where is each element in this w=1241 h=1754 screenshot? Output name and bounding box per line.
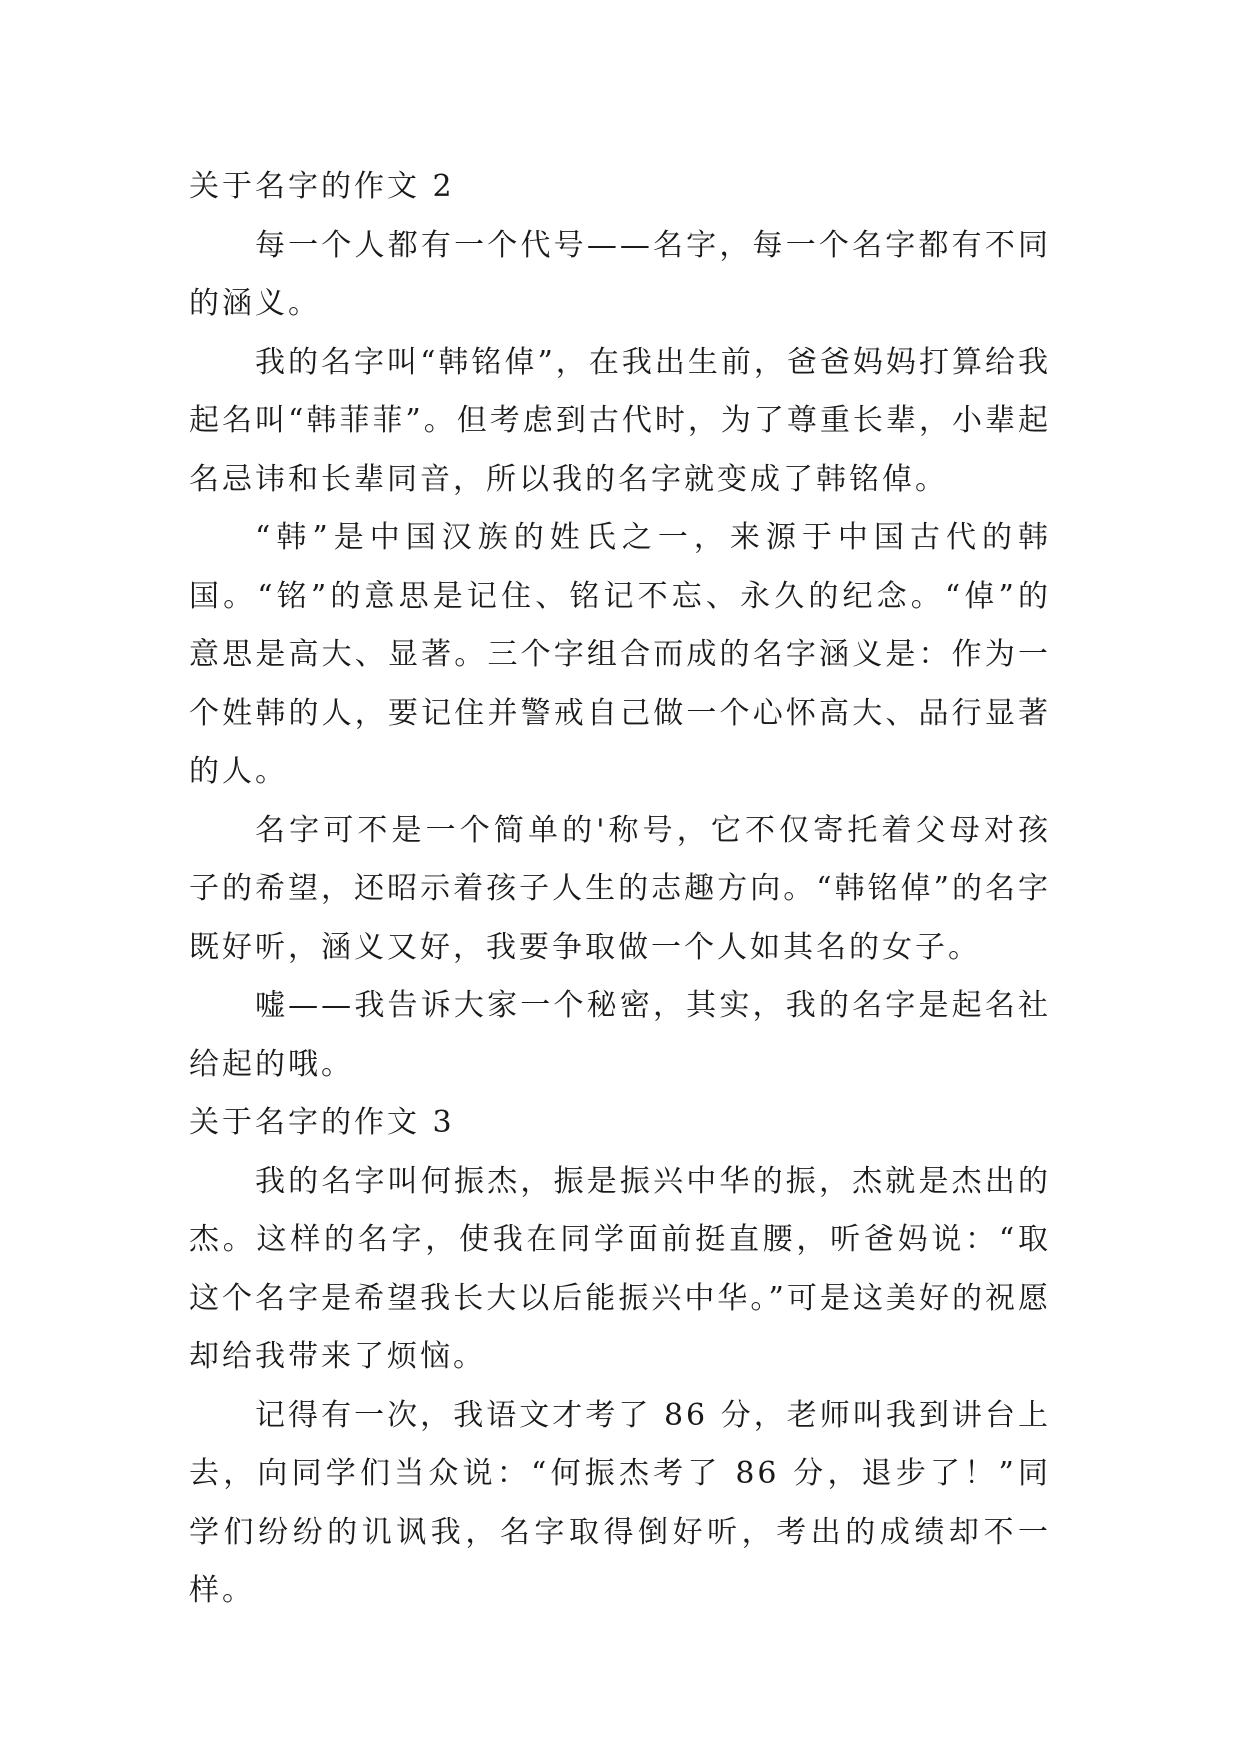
essay-paragraph: “韩”是中国汉族的姓氏之一，来源于中国古代的韩国。“铭”的意思是记住、铭记不忘、永久的纪念。“倬”的意思是高大、显著。三个字组合而成的名字涵义是：作为一个姓韩的人，要记住并警戒自己做一个心怀高大、品行显著的人。 (189, 520, 1051, 789)
essay-paragraph: 记得有一次，我语文才考了 86 分，老师叫我到讲台上去，向同学们当众说：“何振杰考了 86 分，退步了！”同学们纷纷的讥讽我，名字取得倒好听，考出的成绩却不一样。 (189, 1397, 1051, 1608)
document-body (189, 158, 1051, 1621)
essay-paragraph: 我的名字叫何振杰，振是振兴中华的振，杰就是杰出的杰。这样的名字，使我在同学面前挺直腰，听爸妈说：“取这个名字是希望我长大以后能振兴中华。”可是这美好的祝愿却给我带来了烦恼。 (189, 1163, 1051, 1374)
essay-paragraph: 我的名字叫“韩铭倬”，在我出生前，爸爸妈妈打算给我起名叫“韩菲菲”。但考虑到古代时，为了尊重长辈，小辈起名忌讳和长辈同音，所以我的名字就变成了韩铭倬。 (189, 344, 1051, 497)
essay-section-2 (189, 158, 1051, 1094)
essay-heading: 关于名字的作文 3 (189, 1105, 455, 1140)
essay-section-3 (189, 1094, 1051, 1621)
essay-paragraph: 嘘——我告诉大家一个秘密，其实，我的名字是起名社给起的哦。 (189, 988, 1051, 1082)
essay-paragraph: 每一个人都有一个代号——名字，每一个名字都有不同的涵义。 (189, 227, 1051, 321)
essay-heading: 关于名字的作文 2 (189, 169, 455, 204)
essay-paragraph: 名字可不是一个简单的'称号，它不仅寄托着父母对孩子的希望，还昭示着孩子人生的志趣方向。“韩铭倬”的名字既好听，涵义又好，我要争取做一个人如其名的女子。 (189, 812, 1051, 965)
